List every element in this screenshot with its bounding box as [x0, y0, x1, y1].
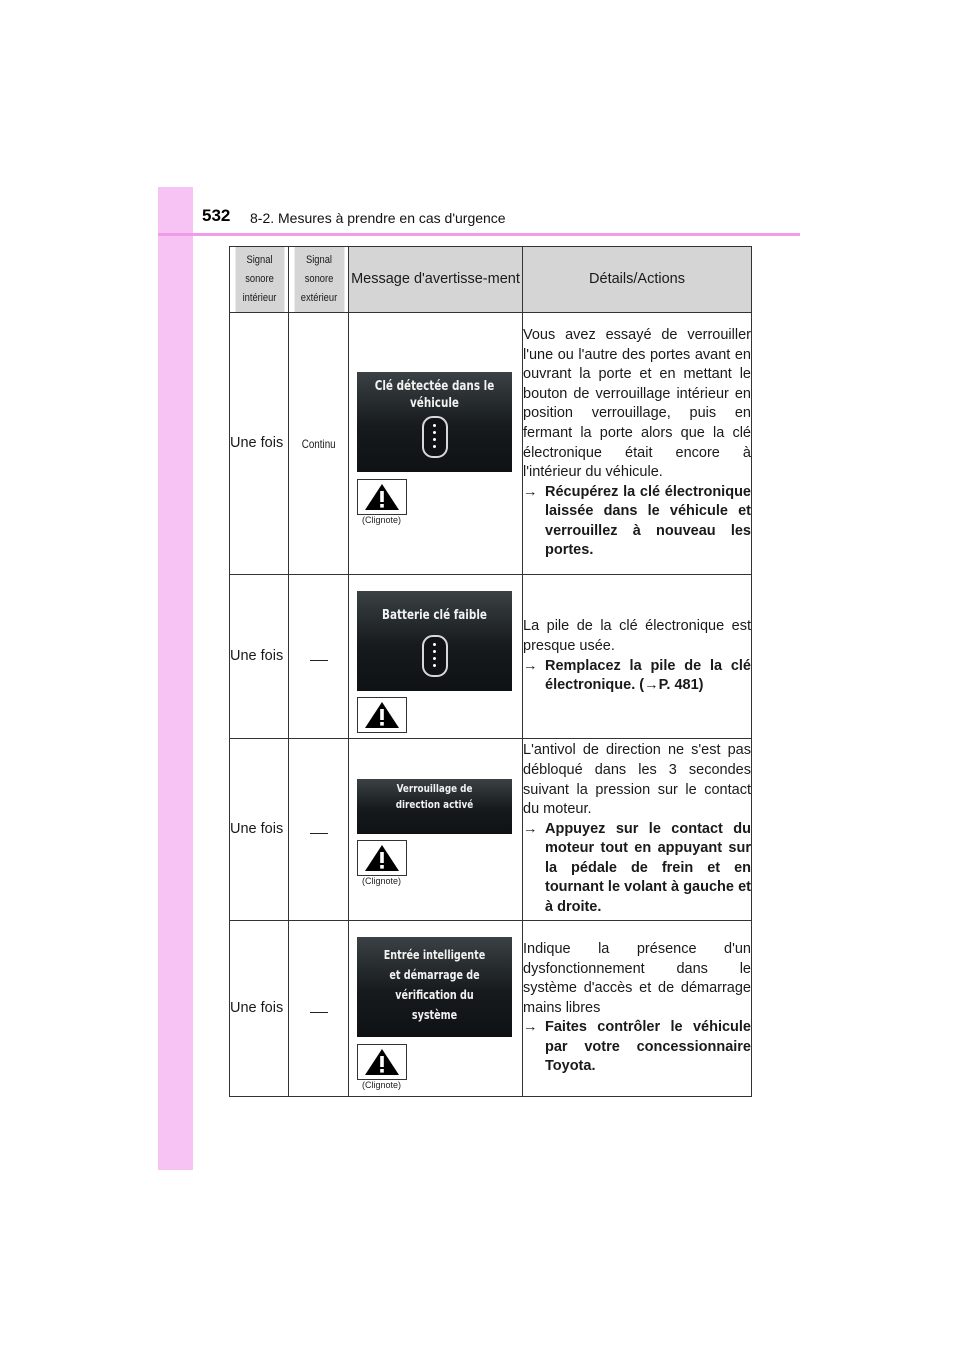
interior-buzzer-cell: Une fois [230, 575, 289, 739]
section-title: 8-2. Mesures à prendre en cas d'urgence [250, 210, 506, 226]
arrow-icon: → [523, 657, 538, 674]
details-cell [523, 575, 752, 739]
display-screen [357, 937, 512, 1037]
header-exterior-buzzer: Signal sonore extérieur [293, 247, 344, 313]
table-row [230, 575, 752, 739]
exterior-buzzer-text: Continu [301, 436, 336, 451]
side-tab-band [158, 187, 193, 1170]
display-screen-text: Entrée intelligente et démarrage de vérification du système [383, 948, 486, 1022]
page-number: 532 [202, 206, 231, 225]
blink-label: (Clignote) [362, 1080, 402, 1090]
message-cell [349, 575, 523, 739]
details-text: La pile de la clé électronique est presque usée. [523, 618, 751, 654]
details-cell [523, 313, 752, 575]
key-fob-icon [422, 416, 448, 458]
arrow-icon: → [523, 483, 538, 500]
details-text: Indique la présence d'un dysfonctionnement dans le système d'accès et de démarrage mains libres [523, 940, 751, 1016]
blink-label: (Clignote) [362, 876, 402, 886]
warning-triangle-icon [364, 483, 400, 511]
warning-triangle-icon [364, 844, 400, 872]
action-text: Récupérez la clé électronique laissée dans le véhicule et verrouillez à nouveau les portes. [545, 483, 751, 559]
interior-buzzer-cell: Une fois [230, 739, 289, 921]
details-cell [523, 921, 752, 1097]
exterior-buzzer-none [310, 833, 328, 834]
interior-buzzer-cell: Une fois [230, 313, 289, 575]
exterior-buzzer-none [310, 660, 328, 661]
action-line [523, 483, 751, 561]
blink-label: (Clignote) [362, 515, 402, 525]
key-fob-icon [422, 635, 448, 677]
action-text: Faites contrôler le véhicule par votre concessionnaire Toyota. [545, 1019, 751, 1075]
exterior-buzzer-cell [289, 575, 349, 739]
warning-light-box [357, 1044, 407, 1080]
header-interior-buzzer: Signal sonore intérieur [234, 247, 284, 313]
warning-table [229, 246, 752, 1097]
interior-buzzer-cell: Une fois [230, 921, 289, 1097]
action-line [523, 657, 751, 696]
display-screen-text: Verrouillage de direction activé [395, 782, 474, 811]
exterior-buzzer-cell [289, 921, 349, 1097]
display-screen-text: Batterie clé faible [382, 608, 487, 623]
table-row [230, 739, 752, 921]
header-details-actions: Détails/Actions [523, 247, 752, 313]
exterior-buzzer-cell [289, 739, 349, 921]
exterior-buzzer-cell [289, 313, 349, 575]
action-text: Appuyez sur le contact du moteur tout en appuyant sur la pédale de frein et en tournant le volant à gauche et à droite. [545, 820, 751, 916]
header-warning-message: Message d'avertisse-ment [349, 247, 523, 313]
details-text: Vous avez essayé de verrouiller l'une ou l'autre des portes avant en ouvrant la porte et en mettant le bouton de verrouillage intérieur en position verrouillage, puis en fermant la porte alors que la clé électronique était encore à l'intérieur du véhicule. [523, 326, 751, 481]
table-row [230, 313, 752, 575]
details-text: L'antivol de direction ne s'est pas débloqué dans les 3 secondes suivant la pression sur le contact du moteur. [523, 742, 751, 818]
arrow-icon: → [523, 1019, 538, 1036]
warning-light-box [357, 840, 407, 876]
display-screen-text: Clé détectée dans le véhicule [374, 379, 495, 411]
display-screen [357, 779, 512, 834]
exterior-buzzer-none [310, 1012, 328, 1013]
display-screen [357, 372, 512, 472]
action-line [523, 1018, 751, 1077]
header-divider [158, 233, 800, 236]
arrow-icon: → [523, 820, 538, 837]
details-cell [523, 739, 752, 921]
warning-triangle-icon [364, 701, 400, 729]
message-cell [349, 739, 523, 921]
warning-light-box [357, 697, 407, 733]
action-line [523, 820, 751, 918]
table-header-row [230, 247, 752, 313]
warning-light-box [357, 479, 407, 515]
table-row [230, 921, 752, 1097]
action-text: Remplacez la pile de la clé électronique. (→P. 481) [545, 657, 751, 694]
display-screen [357, 591, 512, 691]
warning-triangle-icon [364, 1048, 400, 1076]
message-cell [349, 313, 523, 575]
message-cell [349, 921, 523, 1097]
